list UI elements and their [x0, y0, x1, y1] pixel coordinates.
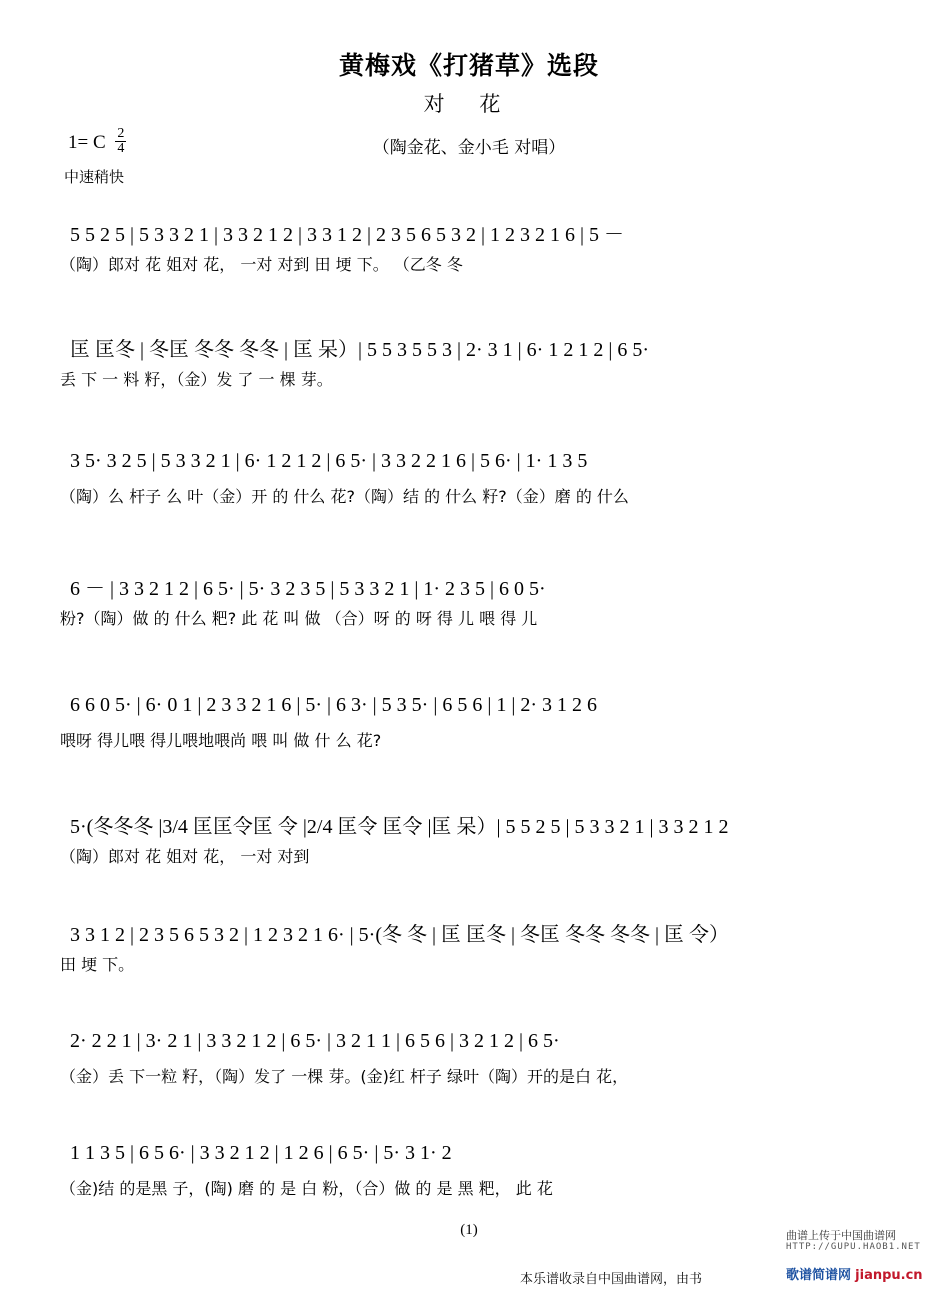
notation-row-6: 5·(冬冬冬 |3/4 匡匡令匡 令 |2/4 匡令 匡令 |匡 呆）| 5 5 2 5 | 5 3 3 2 1 | 3 3 2 1 2: [70, 816, 729, 838]
lyrics-row-1: （陶）郎对 花 姐对 花， 一对 对到 田 埂 下。 （乙冬 冬: [60, 255, 463, 274]
key-label: 1= C: [68, 132, 106, 153]
music-system-9: [0, 1142, 938, 1202]
watermark-logo-en: jianpu.cn: [855, 1268, 923, 1283]
time-signature-denominator: 4: [117, 141, 125, 156]
lyrics-row-4: 粉?（陶）做 的 什么 粑? 此 花 叫 做 （合）呀 的 呀 得 儿 喂 得 儿: [60, 609, 538, 628]
notation-row-5: 6 6 0 5· | 6· 0 1 | 2 3 3 2 1 6 | 5· | 6 3· | 5 3 5· | 6 5 6 | 1 | 2· 3 1 2 6: [70, 694, 597, 716]
lyrics-row-5: 喂呀 得儿喂 得儿喂地喂尚 喂 叫 做 什 么 花?: [60, 731, 382, 750]
notation-row-1: 5 5 2 5 | 5 3 3 2 1 | 3 3 2 1 2 | 3 3 1 2 | 2 3 5 6 5 3 2 | 1 2 3 2 1 6 | 5 －: [70, 224, 625, 246]
lyrics-row-2: 丢 下 一 料 籽，（金）发 了 一 棵 芽。: [60, 370, 333, 389]
time-signature-numerator: 2: [117, 126, 125, 141]
page-title: 黄梅戏《打猪草》选段: [338, 51, 599, 80]
page-number: (1): [460, 1222, 478, 1238]
notation-row-8: 2· 2 2 1 | 3· 2 1 | 3 3 2 1 2 | 6 5· | 3 2 1 1 | 6 5 6 | 3 2 1 2 | 6 5·: [70, 1030, 560, 1052]
music-system-6: [0, 810, 938, 870]
watermark-url-line: HTTP://GUPU.HAOB1.NET: [786, 1242, 921, 1252]
watermark-logo-cn: 歌谱简谱网: [786, 1268, 852, 1283]
time-signature: [115, 127, 126, 156]
key-signature: [68, 127, 126, 156]
lyrics-row-9: （金)结 的是黑 子，(陶) 磨 的 是 白 粉，（合）做 的 是 黑 粑， 此 花: [60, 1179, 553, 1198]
notation-row-2: 匡 匡冬 | 冬匡 冬冬 冬冬 | 匡 呆）| 5 5 3 5 5 3 | 2· 3 1 | 6· 1 2 1 2 | 6 5·: [70, 339, 650, 361]
performers-line: （陶金花、金小毛 对唱）: [372, 138, 566, 158]
music-system-8: [0, 1030, 938, 1090]
music-system-2: [0, 333, 938, 393]
music-system-4: [0, 572, 938, 632]
lyrics-row-8: （金）丢 下一粒 籽，（陶）发了 一棵 芽。(金)红 杆子 绿叶（陶）开的是白 花，: [60, 1067, 629, 1086]
music-system-5: [0, 694, 938, 754]
credit-note: 本乐谱收录自中国曲谱网，由书: [520, 1272, 703, 1287]
music-system-1: [0, 218, 938, 278]
notation-row-3: 3 5· 3 2 5 | 5 3 3 2 1 | 6· 1 2 1 2 | 6 5· | 3 3 2 2 1 6 | 5 6· | 1· 1 3 5: [70, 450, 588, 472]
tempo-marking: 中速稍快: [64, 168, 125, 186]
watermark-logo: [782, 1262, 927, 1285]
notation-row-7: 3 3 1 2 | 2 3 5 6 5 3 2 | 1 2 3 2 1 6· | 5·(冬 冬 | 匡 匡冬 | 冬匡 冬冬 冬冬 | 匡 令）: [70, 924, 730, 946]
lyrics-row-6: （陶）郎对 花 姐对 花， 一对 对到: [60, 847, 310, 866]
notation-row-9: 1 1 3 5 | 6 5 6· | 3 3 2 1 2 | 1 2 6 | 6 5· | 5· 3 1· 2: [70, 1142, 452, 1164]
watermark-site-line: 曲谱上传于中国曲谱网: [786, 1229, 896, 1242]
music-system-7: [0, 918, 938, 978]
notation-row-4: 6 － | 3 3 2 1 2 | 6 5· | 5· 3 2 3 5 | 5 3 3 2 1 | 1· 2 3 5 | 6 0 5·: [70, 578, 546, 600]
lyrics-row-7: 田 埂 下。: [60, 955, 135, 974]
song-subtitle: 对 花: [423, 92, 515, 116]
music-system-3: [0, 450, 938, 510]
lyrics-row-3: （陶）么 杆子 么 叶（金）开 的 什么 花?（陶）结 的 什么 籽?（金）磨 的 什么: [60, 487, 629, 506]
